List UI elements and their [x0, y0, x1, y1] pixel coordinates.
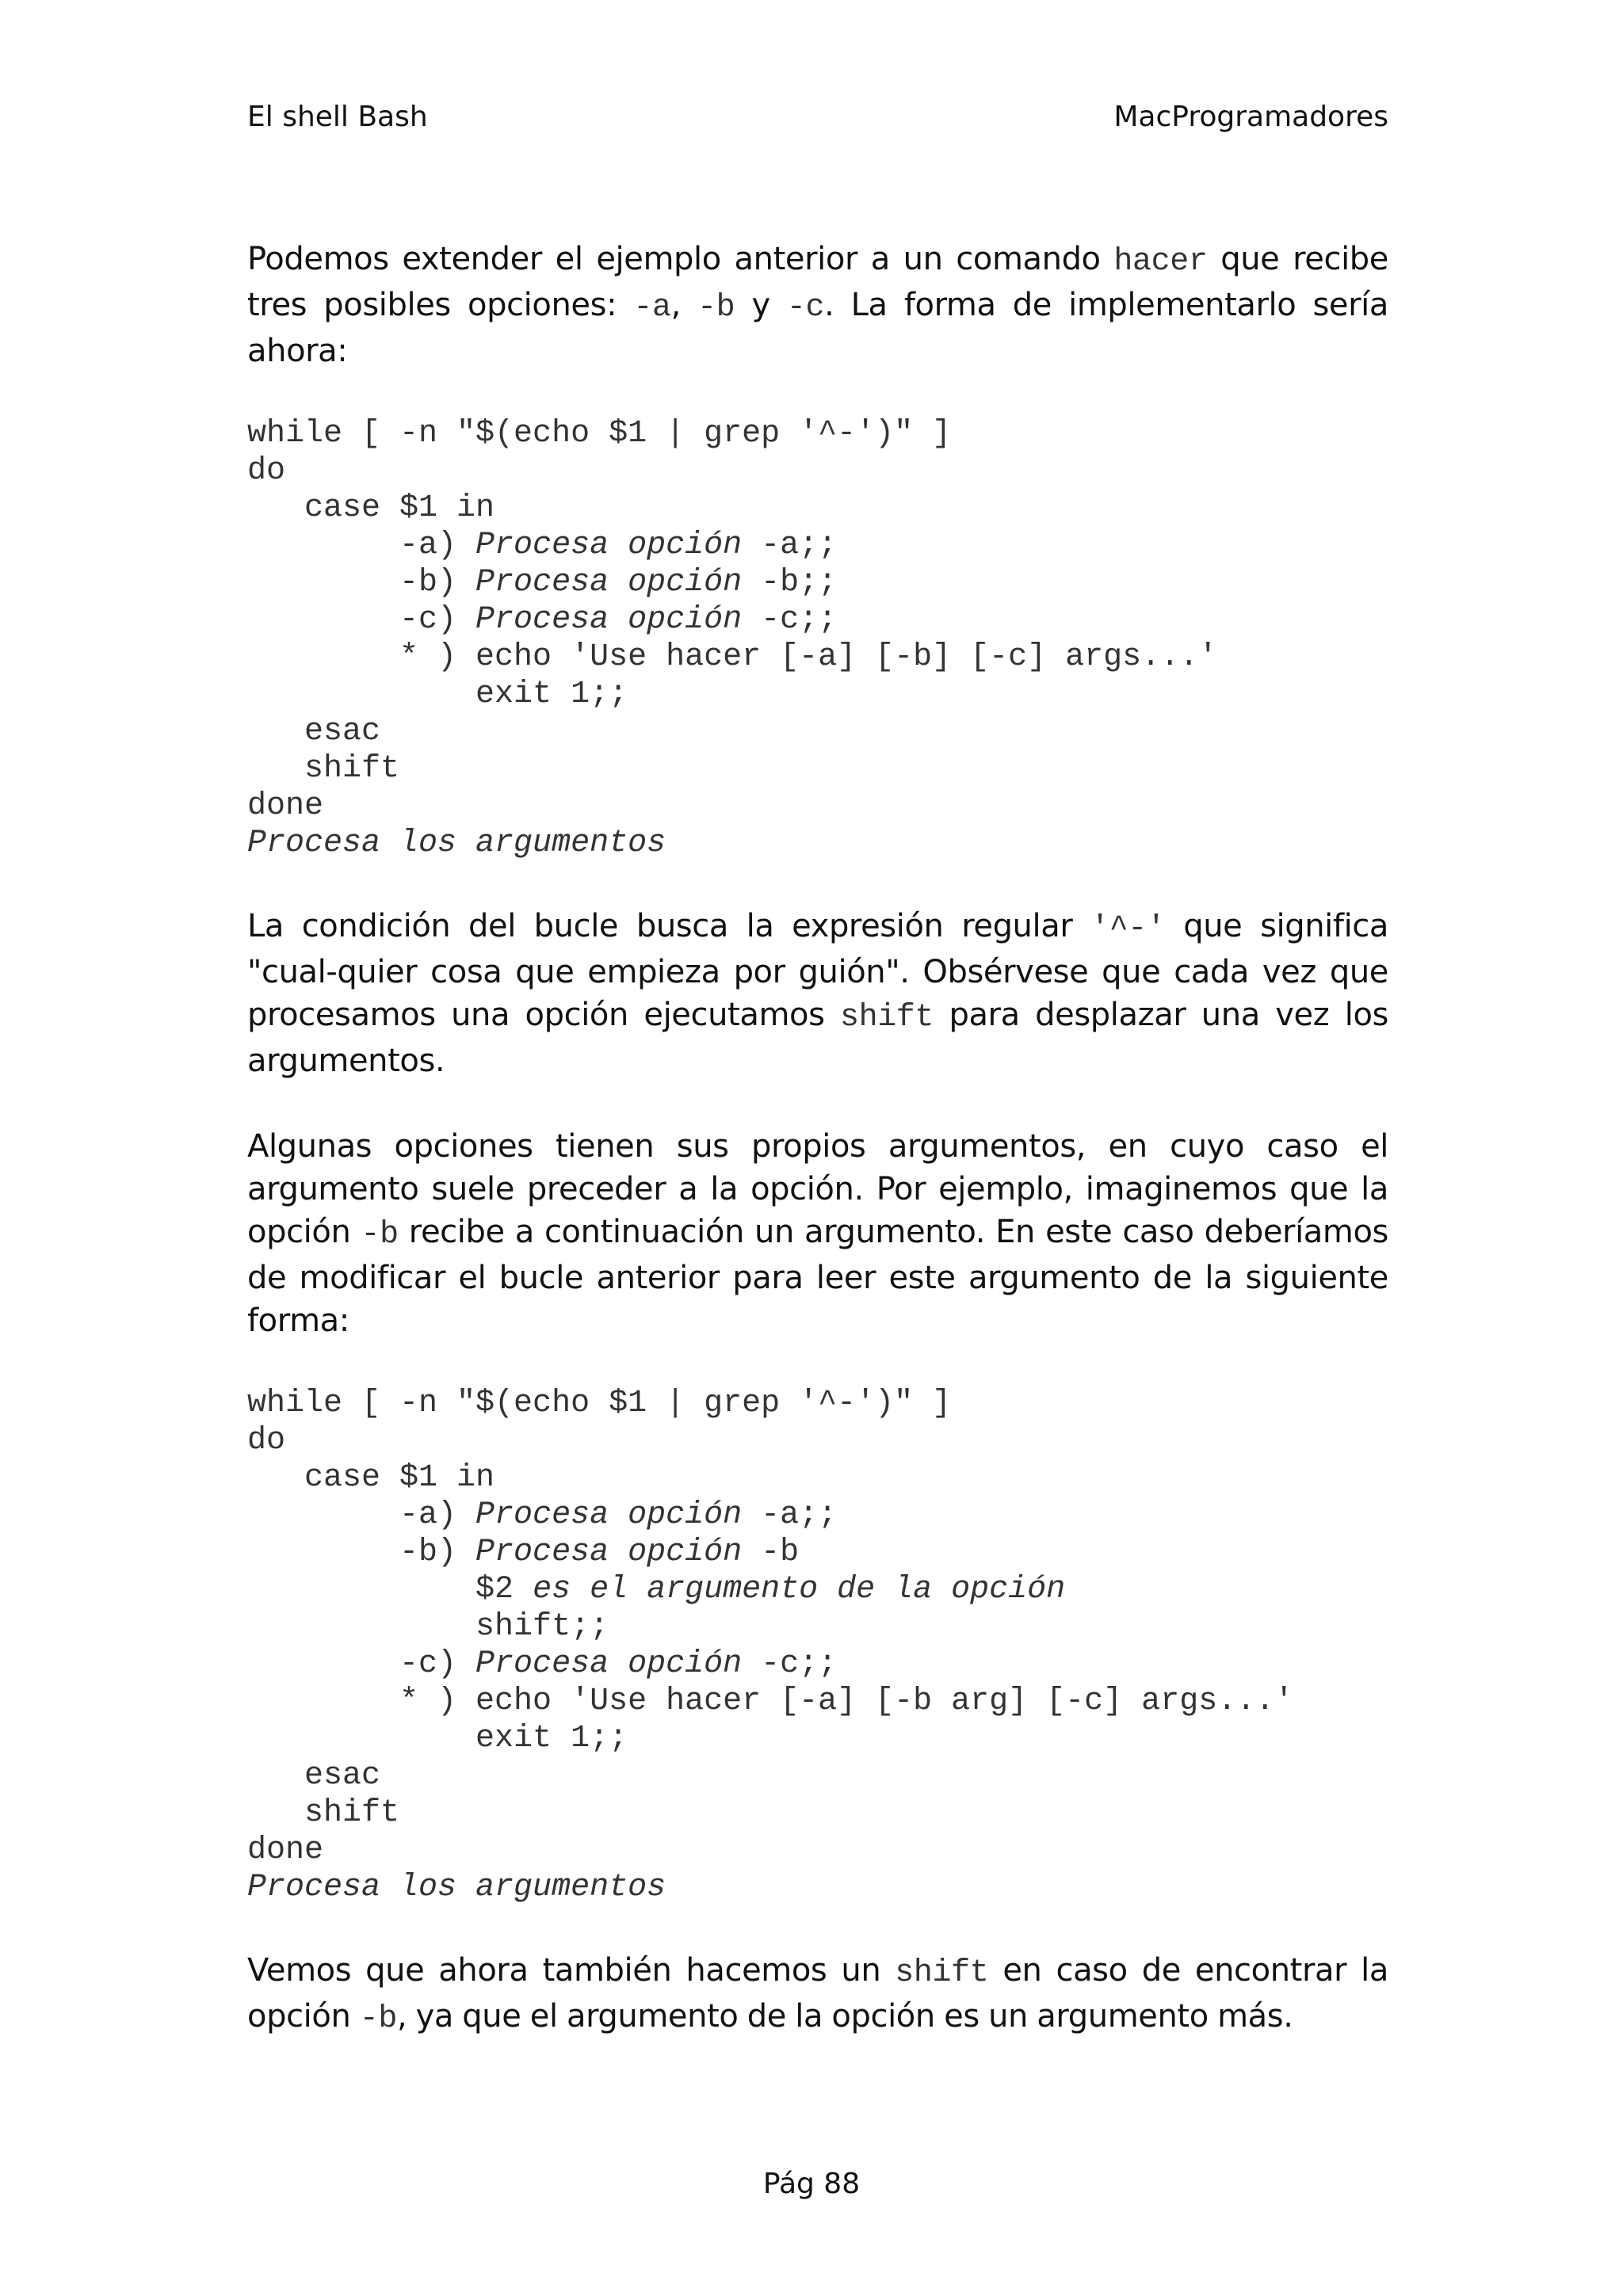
code-token: -c;;: [742, 602, 838, 638]
code-line: [247, 527, 1388, 564]
code-line: esac: [247, 714, 381, 749]
code-token: -c;;: [742, 1646, 838, 1682]
code-line: case $1 in: [247, 1460, 495, 1496]
code-line: Procesa los argumentos: [247, 826, 666, 861]
inline-code: '^-': [1090, 911, 1166, 947]
inline-code: -c: [786, 290, 825, 326]
code-line: [247, 1534, 1388, 1571]
code-token: -c): [247, 1646, 476, 1682]
text-run: que recibe tres posibles opciones:: [247, 241, 1388, 323]
code-line: [247, 564, 1388, 601]
page-number: Pág 88: [762, 2168, 861, 2200]
code-placeholder: Procesa opción: [475, 1497, 743, 1533]
code-line: done: [247, 788, 324, 824]
code-placeholder: Procesa opción: [475, 1535, 743, 1570]
code-line: while [ -n "$(echo $1 | grep '^-')" ]: [247, 1386, 952, 1421]
paragraph-option-arguments: [247, 1125, 1388, 1342]
code-line: done: [247, 1833, 324, 1868]
code-line: shift: [247, 1795, 400, 1831]
code-line: do: [247, 1423, 286, 1459]
code-line: shift: [247, 751, 400, 787]
inline-code: -b: [697, 290, 735, 326]
text-run: en caso de encontrar la opción: [247, 1952, 1388, 2035]
inline-code: -a: [633, 290, 671, 326]
code-line: Procesa los argumentos: [247, 1870, 666, 1905]
text-run: Vemos que ahora también hacemos un: [247, 1952, 896, 1989]
code-line: do: [247, 453, 286, 489]
code-line: esac: [247, 1758, 381, 1794]
text-run: , ya que el argumento de la opción es un argumento más.: [396, 1998, 1293, 2035]
page-footer: [0, 2167, 1623, 2202]
inline-code: -b: [361, 1217, 399, 1253]
code-token: -c): [247, 602, 476, 638]
inline-code: hacer: [1113, 244, 1208, 280]
header-title-left: El shell Bash: [247, 101, 428, 133]
code-line: * ) echo 'Use hacer [-a] [-b arg] [-c] args...': [247, 1684, 1294, 1719]
code-token: $2: [247, 1572, 533, 1608]
code-placeholder: Procesa opción: [475, 602, 743, 638]
paragraph-condition: [247, 905, 1388, 1082]
inline-code: shift: [839, 1000, 934, 1035]
code-token: -a): [247, 528, 476, 563]
text-run: ,: [670, 287, 698, 323]
code-line: case $1 in: [247, 490, 495, 526]
code-line: * ) echo 'Use hacer [-a] [-b] [-c] args...': [247, 639, 1218, 675]
code-line: while [ -n "$(echo $1 | grep '^-')" ]: [247, 416, 952, 452]
code-line: [247, 601, 1388, 639]
page-header: [247, 100, 1388, 135]
text-run: La condición del bucle busca la expresión regular: [247, 908, 1091, 944]
code-placeholder: es el argumento de la opción: [533, 1572, 1066, 1608]
code-line: [247, 1497, 1388, 1534]
code-line: exit 1;;: [247, 677, 628, 712]
text-run: que significa "cual-quier cosa que empieza por guión". Obsérvese que cada vez que procesamos una opción ejecutamos: [247, 908, 1388, 1033]
text-run: Algunas opciones tienen sus propios argumentos, en cuyo caso el argumento suele preceder a la opción. Por ejemplo, imaginemos que la opción: [247, 1128, 1388, 1250]
text-run: Podemos extender el ejemplo anterior a un comando: [247, 241, 1114, 277]
code-placeholder: Procesa opción: [475, 1646, 743, 1682]
code-token: -b;;: [742, 565, 838, 601]
paragraph-conclusion: [247, 1949, 1388, 2041]
code-line: [247, 1646, 1388, 1683]
code-token: -b): [247, 1535, 476, 1570]
paragraph-intro: [247, 238, 1388, 372]
code-line: exit 1;;: [247, 1721, 628, 1756]
header-title-right: MacProgramadores: [1113, 101, 1388, 133]
text-run: y: [735, 287, 787, 323]
code-line: [247, 1571, 1388, 1608]
code-placeholder: Procesa opción: [475, 528, 743, 563]
code-block-basic: [247, 415, 1388, 862]
code-token: -a;;: [742, 528, 838, 563]
inline-code: shift: [895, 1955, 989, 1991]
text-run: . La forma de implementarlo sería ahora:: [247, 287, 1388, 369]
code-token: -a;;: [742, 1497, 838, 1533]
code-line: shift;;: [247, 1609, 609, 1645]
code-token: -b: [742, 1535, 800, 1570]
text-run: recibe a continuación un argumento. En este caso deberíamos de modificar el bucle anterior para leer este argumento de la siguiente forma:: [247, 1214, 1388, 1339]
code-token: -a): [247, 1497, 476, 1533]
code-placeholder: Procesa opción: [475, 565, 743, 601]
text-run: para desplazar una vez los argumentos.: [247, 997, 1388, 1079]
code-token: -b): [247, 565, 476, 601]
inline-code: -b: [359, 2001, 397, 2037]
page-content: [247, 238, 1388, 2041]
code-block-with-argument: [247, 1385, 1388, 1906]
